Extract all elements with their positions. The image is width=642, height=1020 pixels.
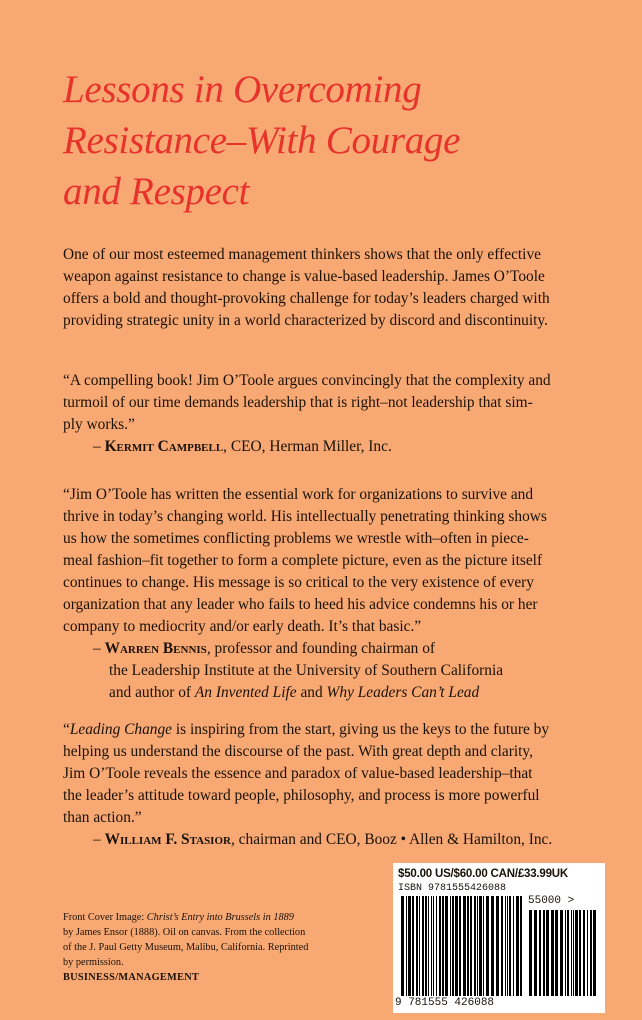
- barcode-bar: [587, 910, 588, 996]
- credits-line: Front Cover Image: Christ’s Entry into Brussels in 1889: [63, 912, 294, 923]
- credits-line: by James Ensor (1888). Oil on canvas. From the collection: [63, 927, 306, 938]
- barcode-bar: [483, 896, 484, 996]
- barcode-bar: [543, 910, 545, 996]
- barcode-bar: [470, 896, 472, 996]
- quote-line: organization that any leader who fails to heed his advice condemns his or her: [63, 596, 538, 613]
- intro-line: providing strategic unity in a world characterized by discord and discontinuity.: [63, 312, 548, 329]
- price-addon-number: 55000 >: [528, 895, 575, 907]
- artwork-title: Christ’s Entry into Brussels in 1889: [146, 912, 294, 923]
- barcode-bar: [442, 896, 444, 996]
- barcode-bar: [593, 910, 596, 996]
- headline-line-2: Resistance–With Courage: [63, 119, 461, 162]
- barcode-bar: [534, 910, 537, 996]
- barcode-bar: [450, 896, 451, 996]
- barcode-bar: [452, 896, 454, 996]
- barcode-bar: [546, 910, 549, 996]
- barcode-bar: [436, 896, 437, 996]
- barcode-bar: [507, 896, 508, 996]
- barcode-bar: [529, 910, 532, 996]
- quote-line: company to mediocrity and/or early death. It’s that basic.”: [63, 618, 422, 635]
- quote-bennis: [63, 484, 611, 704]
- barcode-bar: [463, 896, 466, 996]
- isbn-label: ISBN 9781555426088: [398, 883, 507, 894]
- barcode-bar: [428, 896, 429, 996]
- barcode-bar: [560, 910, 563, 996]
- category-label: BUSINESS/MANAGEMENT: [63, 972, 200, 983]
- headline-line-1: Lessons in Overcoming: [63, 68, 422, 111]
- quote-attribution: – Kermit Campbell, CEO, Herman Miller, Inc.: [93, 438, 392, 455]
- barcode-bar: [425, 896, 427, 996]
- quote-line: meal fashion–fit together to form a complete picture, even as the picture itself: [63, 552, 543, 569]
- barcode-bar: [505, 896, 506, 996]
- barcode-bar: [416, 896, 418, 996]
- quote-line: “Leading Change is inspiring from the start, giving us the keys to the future by: [63, 721, 550, 738]
- attribution-name: William F. Stasior: [104, 831, 231, 848]
- barcode-bar: [477, 896, 478, 996]
- intro-line: offers a bold and thought-provoking challenge for today’s leaders charged with: [63, 290, 550, 307]
- barcode-bar: [406, 896, 407, 996]
- quote-line: continues to change. His message is so critical to the very existence of every: [63, 574, 534, 591]
- barcode-bar: [590, 910, 592, 996]
- barcode-bar: [422, 896, 424, 996]
- barcode-bar: [583, 910, 585, 996]
- barcode-bar: [513, 896, 514, 996]
- barcode-bar: [567, 910, 569, 996]
- barcode-bar: [575, 910, 578, 996]
- quote-line: “Jim O’Toole has written the essential work for organizations to survive and: [63, 486, 534, 503]
- barcode-bar: [455, 896, 458, 996]
- quote-line: ply works.”: [63, 416, 135, 433]
- barcode-bar: [579, 910, 581, 996]
- barcode-bar: [474, 896, 476, 996]
- quote-line: thrive in today’s changing world. His intellectually penetrating thinking shows: [63, 508, 547, 525]
- barcode-bar: [408, 896, 411, 996]
- barcode-bar: [573, 910, 574, 996]
- attribution-title: , professor and founding chairman of: [206, 640, 436, 657]
- barcode-bar: [431, 896, 432, 996]
- barcode-bar: [412, 896, 414, 996]
- quote-line: “A compelling book! Jim O’Toole argues convincingly that the complexity and: [63, 372, 551, 389]
- quote-line: Jim O’Toole reveals the essence and paradox of value-based leadership–that: [63, 765, 533, 782]
- intro-paragraph: [63, 244, 611, 332]
- price-label: $50.00 US/$60.00 CAN/£33.99UK: [398, 868, 569, 880]
- quote-line: turmoil of our time demands leadership that is right–not leadership that sim-: [63, 394, 533, 411]
- barcode-bar: [401, 896, 404, 996]
- barcode-bar: [491, 896, 494, 996]
- barcode-bar: [565, 910, 566, 996]
- barcode-bar: [419, 896, 420, 996]
- barcode-bar: [467, 896, 469, 996]
- barcode-bar: [501, 896, 503, 996]
- quote-line: us how the sometimes conflicting problems we wrestle with–often in piece-: [63, 530, 529, 547]
- addon-barcode-icon: [529, 910, 597, 996]
- barcode-bar: [479, 896, 482, 996]
- book-title: Leading Change: [69, 721, 173, 738]
- book-title: Why Leaders Can’t Lead: [326, 684, 480, 701]
- barcode-bar: [496, 896, 499, 996]
- barcode-bar: [459, 896, 461, 996]
- barcode-bar: [433, 896, 434, 996]
- barcode-bar: [509, 896, 511, 996]
- barcode-bar: [516, 896, 519, 996]
- attribution-name: Kermit Campbell: [104, 438, 224, 455]
- barcode-bar: [486, 896, 489, 996]
- barcode-bar: [571, 910, 572, 996]
- barcode-bar: [539, 910, 541, 996]
- book-title: An Invented Life: [194, 684, 297, 701]
- quote-line: than action.”: [63, 809, 142, 826]
- attribution-title: , CEO, Herman Miller, Inc.: [223, 438, 392, 455]
- barcode-bar: [555, 910, 558, 996]
- cover-image-credits: [63, 910, 363, 970]
- headline: [63, 64, 623, 217]
- quote-attribution: – Warren Bennis, professor and founding chairman of: [93, 640, 436, 657]
- ean-barcode-icon: [401, 896, 523, 996]
- barcode-bar: [520, 896, 522, 996]
- attribution-title: , chairman and CEO, Booz • Allen & Hamilton, Inc.: [230, 831, 553, 848]
- barcode-bar: [439, 896, 441, 996]
- quote-line: helping us understand the discourse of the past. With great depth and clarity,: [63, 743, 533, 760]
- barcode-bar: [445, 896, 448, 996]
- quote-stasior: [63, 719, 611, 851]
- intro-line: weapon against resistance to change is value-based leadership. James O’Toole: [63, 268, 545, 285]
- attribution-name: Warren Bennis: [104, 640, 207, 657]
- headline-line-3: and Respect: [63, 170, 250, 213]
- quote-attribution: – William F. Stasior, chairman and CEO, Booz • Allen & Hamilton, Inc.: [93, 831, 553, 848]
- quote-line: the leader’s attitude toward people, philosophy, and process is more powerful: [63, 787, 540, 804]
- credits-line: of the J. Paul Getty Museum, Malibu, California. Reprinted: [63, 942, 309, 953]
- attribution-line-3: and author of An Invented Life and Why Leaders Can’t Lead: [109, 684, 480, 701]
- quote-campbell: [63, 370, 611, 458]
- intro-line: One of our most esteemed management thinkers shows that the only effective: [63, 246, 541, 263]
- ean-digits: 9 781555 426088: [395, 997, 495, 1009]
- credits-line: by permission.: [63, 957, 124, 968]
- barcode-bar: [551, 910, 554, 996]
- barcode-panel: [393, 863, 605, 1013]
- attribution-line-2: the Leadership Institute at the University of Southern California: [109, 662, 504, 679]
